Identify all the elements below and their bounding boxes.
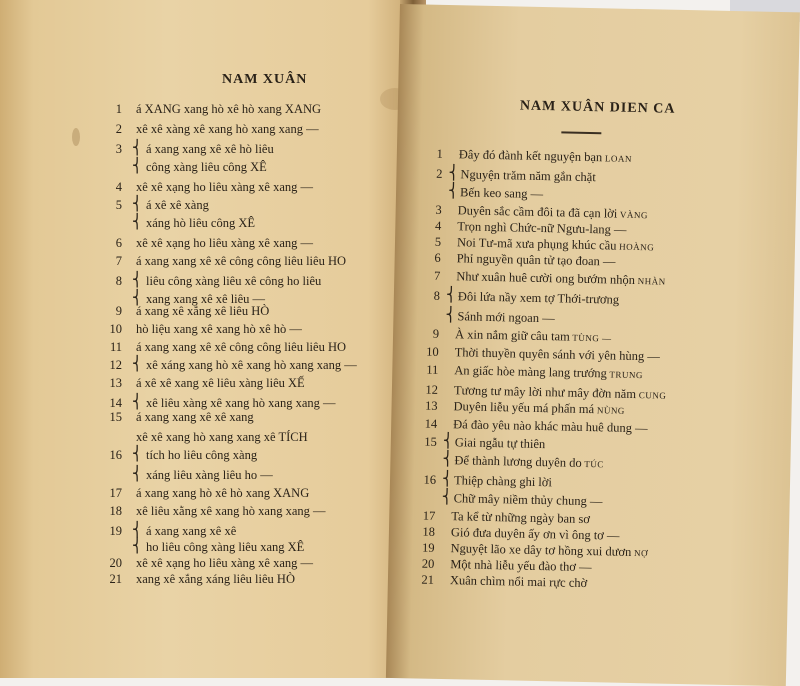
brace-mark: ⎨ <box>132 196 143 213</box>
line-number: 19 <box>100 524 122 539</box>
left-page-title: NAM XUÂN <box>222 72 307 88</box>
brace-mark: ⎨ <box>132 214 143 231</box>
line-number: 15 <box>415 434 437 449</box>
line-number: 6 <box>100 236 122 251</box>
lyric-line <box>460 167 596 185</box>
line-number: 1 <box>421 146 443 161</box>
lyric-line <box>455 435 546 452</box>
line-number: 17 <box>100 486 122 501</box>
lyric-line: xê xê xạng ho liêu xàng xê xang — <box>136 236 313 251</box>
lyric-line: ho liêu công xàng liêu xang XÊ <box>146 540 304 555</box>
line-number: 5 <box>100 198 122 213</box>
line-number: 16 <box>414 472 436 487</box>
lyric-line: xê xê xàng xê xang hò xang xang — <box>136 122 319 137</box>
lyric-line: xang xang xê xê liêu — <box>146 292 265 307</box>
rhyme-word: LOAN <box>602 153 632 164</box>
lyric-text: Đây đó đành kết nguyện bạn <box>459 147 603 164</box>
line-number: 13 <box>415 398 437 413</box>
brace-mark: ⎨ <box>441 489 452 506</box>
line-number: 9 <box>100 304 122 319</box>
lyric-line <box>453 399 625 418</box>
lyric-text: Phỉ nguyền quân tử tạo đoan — <box>457 251 616 268</box>
lyric-line: á XANG xang hò xê hò xang XANG <box>136 102 321 117</box>
line-number: 21 <box>100 572 122 587</box>
line-number: 11 <box>100 340 122 355</box>
lyric-line <box>450 573 588 591</box>
lyric-text: Sánh mới ngoan — <box>457 309 555 325</box>
lyric-line <box>458 289 620 307</box>
lyric-line: á xang xang xê xê hò liêu <box>146 142 274 157</box>
lyric-text: Ta kể từ những ngày ban sơ <box>451 509 590 526</box>
lyric-text: Gió đưa duyên ấy ơn vì ông tơ — <box>451 525 620 543</box>
line-number: 8 <box>100 274 122 289</box>
lyric-line <box>454 453 604 471</box>
line-number: 5 <box>419 234 441 249</box>
brace-mark: ⎨ <box>448 165 459 182</box>
line-number: 1 <box>100 102 122 117</box>
rhyme-word: TRUNG <box>607 369 643 380</box>
brace-mark: ⎨ <box>132 140 143 157</box>
lyric-line <box>450 557 592 575</box>
lyric-text: Thời thuyền quyên sánh với yên hùng — <box>455 345 660 363</box>
line-number: 19 <box>412 540 434 555</box>
lyric-line: tích ho liêu công xàng <box>146 448 257 463</box>
line-number: 15 <box>100 410 122 425</box>
lyric-line: á xang xang xê xê <box>146 524 236 539</box>
brace-mark: ⎨ <box>448 183 459 200</box>
rhyme-word: HOÀNG <box>616 242 654 253</box>
lyric-line: liêu công xàng liêu xê công ho liêu <box>146 274 321 289</box>
brace-mark: ⎨ <box>446 287 457 304</box>
lyric-text: Duyên sắc cầm đôi ta đã cạn lời <box>458 203 618 220</box>
line-number: 11 <box>416 362 438 377</box>
title-underline <box>561 131 601 134</box>
ink-stain <box>72 128 80 146</box>
lyric-text: Giai ngẫu tự thiên <box>455 435 546 451</box>
lyric-text: Để thành lương duyên do <box>454 453 582 470</box>
rhyme-word: TÚC <box>582 459 604 469</box>
lyric-text: Chữ mây niềm thủy chung — <box>454 491 603 508</box>
lyric-text: Xuân chìm nổi mai rực chờ <box>450 573 588 590</box>
lyric-line: hò liệu xang xê xang hò xê hò — <box>136 322 302 337</box>
lyric-text: Như xuân huê cười ong bướm nhộn <box>456 269 635 287</box>
line-number: 3 <box>420 202 442 217</box>
line-number: 12 <box>100 358 122 373</box>
lyric-text: Đôi lứa nầy xem tợ Thới-trương <box>458 289 620 306</box>
lyric-text: Nguyện trăm năm gắn chặt <box>460 167 596 184</box>
lyric-line: á xang xê xắng xê liêu HÒ <box>136 304 269 319</box>
brace-mark: ⎨ <box>132 446 143 463</box>
lyric-text: Nguyệt lão xe dây tơ hồng xui dươn <box>450 541 631 559</box>
lyric-line: xang xê xắng xáng liêu liêu HÒ <box>136 572 295 587</box>
line-number: 2 <box>100 122 122 137</box>
lyric-line: á xê xê xang xê liêu xàng liêu XẾ <box>136 376 305 391</box>
lyric-line <box>455 327 612 345</box>
line-number: 9 <box>417 326 439 341</box>
line-number: 4 <box>100 180 122 195</box>
line-number: 20 <box>100 556 122 571</box>
lyric-line <box>454 363 643 382</box>
lyric-line: xê xê xạng ho liêu xàng xê xang — <box>136 556 313 571</box>
line-number: 16 <box>100 448 122 463</box>
rhyme-word: NỢ <box>631 548 648 558</box>
lyric-line <box>453 491 602 509</box>
lyric-text: Duyên liễu yếu má phấn má <box>453 399 594 416</box>
lyric-line: á xang xang xê xê xang <box>136 410 254 425</box>
brace-mark: ⎨ <box>132 158 143 175</box>
brace-mark: ⎨ <box>443 433 454 450</box>
line-number: 18 <box>413 524 435 539</box>
lyric-text: Đá đào yêu nào khác màu huê dung — <box>453 417 648 435</box>
lyric-line: á xê xê xàng <box>146 198 209 213</box>
lyric-line: xáng hò liêu công XÊ <box>146 216 255 231</box>
brace-mark: ⎨ <box>132 290 143 307</box>
line-number: 6 <box>419 250 441 265</box>
brace-mark: ⎨ <box>132 538 143 555</box>
right-page <box>386 4 800 686</box>
line-number: 14 <box>100 396 122 411</box>
brace-mark: ⎨ <box>132 522 143 539</box>
lyric-line <box>457 309 555 326</box>
lyric-line: xê xê xang hò xang xang xê TÍCH <box>136 430 308 445</box>
lyric-line: á xang xang xê xê công công liêu liêu HO <box>136 340 346 355</box>
lyric-line <box>455 345 660 364</box>
lyric-text: Một nhà liễu yếu đào thơ — <box>450 557 592 574</box>
line-number: 7 <box>100 254 122 269</box>
lyric-line <box>460 185 543 202</box>
lyric-text: Thiệp chàng ghi lời <box>454 473 552 489</box>
line-number: 8 <box>418 288 440 303</box>
line-number: 18 <box>100 504 122 519</box>
lyric-line <box>459 147 632 166</box>
lyric-line: á xang xang hò xê hò xang XANG <box>136 486 309 501</box>
line-number: 10 <box>100 322 122 337</box>
rhyme-word: NHÀN <box>635 276 666 287</box>
brace-mark: ⎨ <box>132 272 143 289</box>
line-number: 4 <box>419 218 441 233</box>
lyric-line: xáng liêu xàng liêu ho — <box>146 468 273 483</box>
lyric-line <box>456 269 666 288</box>
lyric-text: Trọn nghì Chức-nữ Ngưu-lang — <box>457 219 626 237</box>
lyric-line: á xang xang xê xê công công liêu liêu HO <box>136 254 346 269</box>
lyric-line: công xàng liêu công XÊ <box>146 160 267 175</box>
lyric-line <box>454 473 552 490</box>
line-number: 3 <box>100 142 122 157</box>
line-number: 20 <box>412 556 434 571</box>
line-number: 10 <box>417 344 439 359</box>
line-number: 12 <box>416 382 438 397</box>
line-number: 21 <box>412 572 434 587</box>
brace-mark: ⎨ <box>442 471 453 488</box>
rhyme-word: VÀNG <box>617 210 648 221</box>
line-number: 14 <box>415 416 437 431</box>
brace-mark: ⎨ <box>132 466 143 483</box>
rhyme-word: TÙNG — <box>570 333 612 344</box>
line-number: 17 <box>413 508 435 523</box>
lyric-text: An giấc hòe màng lang trướng <box>454 363 607 380</box>
line-number: 7 <box>418 268 440 283</box>
brace-mark: ⎨ <box>132 356 143 373</box>
rhyme-word: CUNG <box>636 390 666 401</box>
brace-mark: ⎨ <box>445 307 456 324</box>
brace-mark: ⎨ <box>442 451 453 468</box>
lyric-line: xê xê xạng ho liêu xàng xê xang — <box>136 180 313 195</box>
rhyme-word: NÙNG <box>594 405 625 416</box>
line-number: 13 <box>100 376 122 391</box>
lyric-text: Tương tư mây lời như mây đờn năm <box>454 383 636 401</box>
lyric-line <box>453 417 648 436</box>
brace-mark: ⎨ <box>132 394 143 411</box>
line-number: 2 <box>420 166 442 181</box>
lyric-text: Bến keo sang — <box>460 185 543 201</box>
right-page-title: NAM XUÂN DIEN CA <box>520 99 676 118</box>
lyric-line: xê liêu xàng xê xang hò xang xang — <box>146 396 336 411</box>
lyric-text: Noi Tư-mã xưa phụng khúc cầu <box>457 235 617 252</box>
lyric-line <box>451 509 590 527</box>
lyric-line <box>457 251 616 269</box>
lyric-line: xê liêu xằng xê xang hò xang xang — <box>136 504 326 519</box>
lyric-text: À xin nắm giữ câu tam <box>455 327 570 343</box>
lyric-line: xê xáng xang hò xê xang hò xang xang — <box>146 358 357 373</box>
